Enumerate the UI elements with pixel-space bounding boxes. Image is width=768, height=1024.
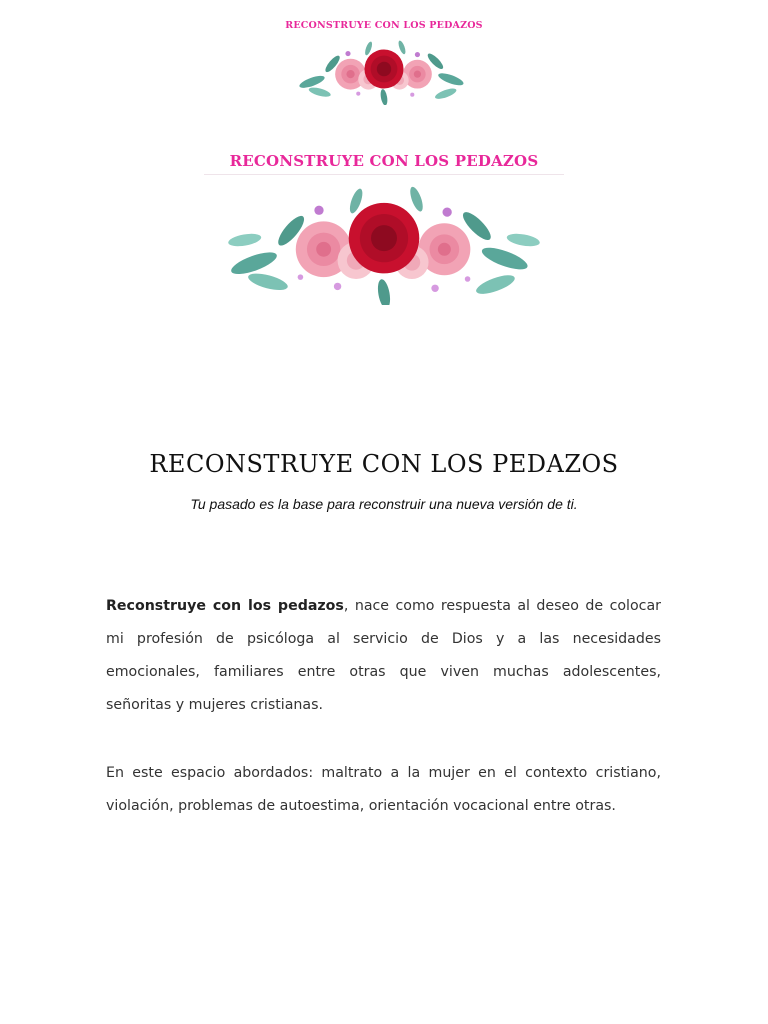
banner-title-small: RECONSTRUYE CON LOS PEDAZOS [285,20,483,31]
page-subtitle: Tu pasado es la base para reconstruir una nueva versión de ti. [190,496,578,512]
banner-title-large: RECONSTRUYE CON LOS PEDAZOS [229,152,539,170]
intro-paragraph [106,590,661,722]
intro-paragraph-bold: Reconstruye con los pedazos [106,598,344,614]
rose-garland-icon [294,33,474,105]
topics-paragraph: En este espacio abordados: maltrato a la mujer en el contexto cristiano, violación, problemas de autoestima, orientación vocacional entre otras. [106,765,661,814]
page-title: RECONSTRUYE CON LOS PEDAZOS [149,450,619,478]
header-banner-small [0,20,768,105]
header-banner-large [0,152,768,305]
rose-garland-icon [214,175,554,305]
intro-paragraph-text: , nace como respuesta al deseo de colocar mi profesión de psicóloga al servicio de Dios y a las necesidades emocionales, familiares entre otras que viven muchas adolescentes, señoritas y mujeres cristianas. [106,598,661,713]
